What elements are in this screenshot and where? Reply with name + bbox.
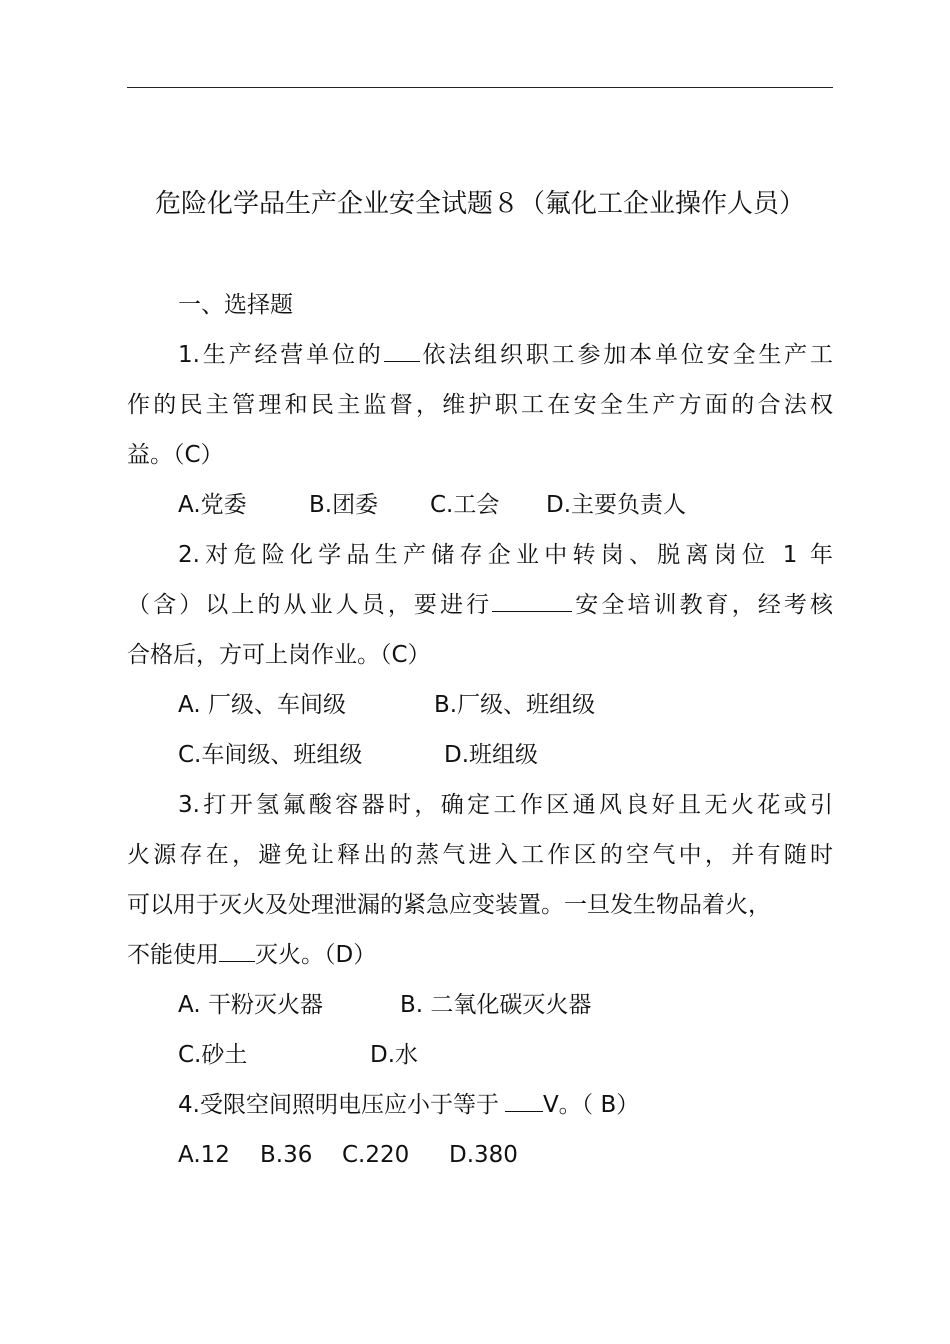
question-1-line-2: 作的民主管理和民主监督，维护职工在安全生产方面的合法权	[127, 392, 833, 418]
option-a: A.党委	[178, 492, 247, 518]
question-2-options-row-1	[127, 680, 833, 730]
question-1-line-3: 益。（C）	[127, 442, 224, 468]
option-d: D.水	[370, 1042, 419, 1068]
option-c: C.工会	[430, 492, 500, 518]
option-d: D.主要负责人	[546, 492, 687, 518]
question-3-line-1: 3.打开氢氟酸容器时，确定工作区通风良好且无火花或引	[178, 792, 833, 818]
question-2-options-row-2	[127, 730, 833, 780]
section-heading: 一、选择题	[178, 292, 293, 318]
question-4-line-1: 4.受限空间照明电压应小于等于 V。（ B）	[178, 1092, 640, 1118]
question-3-options-row-2	[127, 1030, 833, 1080]
question-1-line-1: 1.生产经营单位的 依法组织职工参加本单位安全生产工	[178, 342, 834, 368]
question-3-options-row-1	[127, 980, 833, 1030]
option-b: B. 二氧化碳灭火器	[400, 992, 592, 1018]
answer-blank	[505, 1091, 543, 1112]
answer-blank	[492, 591, 572, 612]
option-d: D.380	[449, 1142, 518, 1168]
option-b: B.厂级、班组级	[434, 692, 596, 718]
document-body	[127, 280, 833, 1180]
question-2-line-2: （含）以上的从业人员，要进行 安全培训教育，经考核	[127, 592, 834, 618]
option-d: D.班组级	[444, 742, 539, 768]
page-title: 危险化学品生产企业安全试题８（氟化工企业操作人员）	[154, 189, 805, 219]
question-3-line-2: 火源存在，避免让释出的蒸气进入工作区的空气中，并有随时	[127, 842, 833, 868]
option-b: B.36	[260, 1142, 313, 1168]
question-2-line-1: 2.对危险化学品生产储存企业中转岗、脱离岗位 1 年	[178, 542, 833, 568]
answer-blank	[384, 341, 420, 362]
option-b: B.团委	[309, 492, 379, 518]
option-a: A. 厂级、车间级	[178, 692, 346, 718]
header-rule	[127, 87, 833, 88]
option-c: C.220	[342, 1142, 410, 1168]
option-c: C.车间级、班组级	[178, 742, 363, 768]
question-3-line-4: 不能使用 灭火。（D）	[127, 942, 377, 968]
option-a: A. 干粉灭火器	[178, 992, 323, 1018]
question-4-options	[127, 1130, 833, 1180]
question-3-line-3: 可以用于灭火及处理泄漏的紧急应变装置。一旦发生物品着火，	[127, 892, 771, 918]
question-1-options	[127, 480, 833, 530]
option-c: C.砂土	[178, 1042, 248, 1068]
option-a: A.12	[178, 1142, 230, 1168]
answer-blank	[219, 941, 255, 962]
question-2-line-3: 合格后，方可上岗作业。（C）	[127, 642, 431, 668]
